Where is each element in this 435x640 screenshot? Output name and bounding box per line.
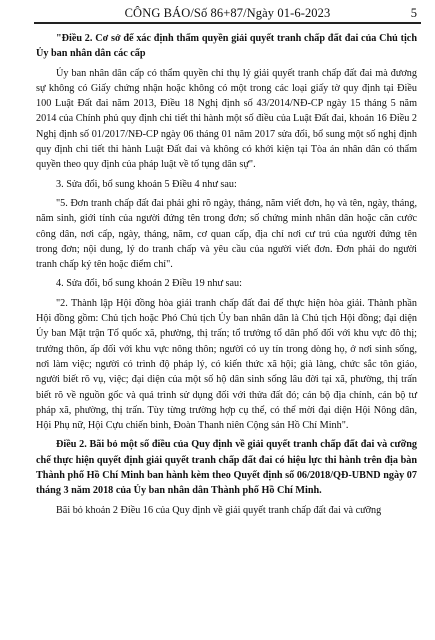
paragraph-text: "5. Đơn tranh chấp đất đai phải ghi rõ ngày, tháng, năm viết đơn, họ và tên, ngày, tháng, năm sinh, giới tính của người đứng tên trong đơn; số chứng minh nhân dân hoặc căn cước công dân, nơi cấp, ngày, tháng, năm, cơ quan cấp, địa chỉ nơi cư trú của người đứng tên trong đơn; nội dung, lý do tranh chấp và yêu cầu của người viết đơn. Đơn phải do người tranh chấp ký tên hoặc điểm chỉ".: [36, 197, 417, 271]
document-body: [36, 31, 417, 522]
header-divider: [34, 22, 421, 24]
paragraph: [36, 503, 417, 518]
paragraph-bold: "Điều 2. Cơ sở để xác định thẩm quyền giải quyết tranh chấp đất đai của Chủ tịch Ủy ban nhân dân các cấp: [36, 33, 417, 60]
paragraph-text: 3. Sửa đổi, bổ sung khoản 5 Điều 4 như sau:: [56, 178, 237, 190]
article-2-repeal-heading: [36, 437, 417, 498]
gazette-title: CÔNG BÁO/Số 86+87/Ngày 01-6-2023: [124, 6, 331, 20]
paragraph-bold: Điều 2. Bãi bỏ một số điều của Quy định về giải quyết tranh chấp đất đai và cưỡng chế thực hiện quyết định giải quyết tranh chấp đất đai có hiệu lực thi hành trên địa bàn Thành phố Hồ Chí Minh ban hành kèm theo Quyết định số 06/2018/QĐ-UBND ngày 07 tháng 3 năm 2018 của Ủy ban nhân dân Thành phố Hồ Chí Minh.: [36, 439, 417, 497]
page-header: [34, 4, 421, 24]
article-2-heading: [36, 31, 417, 62]
paragraph-text: Ủy ban nhân dân cấp có thẩm quyền chỉ thụ lý giải quyết tranh chấp đất đai mà đương sự không có Giấy chứng nhận hoặc không có một trong các loại giấy tờ quy định tại Điều 100 Luật Đất đai năm 2013, Điều 18 Nghị định số 43/2014/NĐ-CP ngày 15 tháng 5 năm 2014 của Chính phủ quy định chi tiết thi hành một số điều của Luật Đất đai, khoản 16 Điều 2 Nghị định số 01/2017/NĐ-CP ngày 06 tháng 01 năm 2017 sửa đổi, bổ sung một số nghị định quy định chi tiết thi hành Luật Đất đai và không có khởi kiện tại Tòa án nhân dân có thẩm quyền theo quy định của pháp luật về tố tụng dân sự".: [36, 67, 417, 171]
paragraph: [36, 196, 417, 272]
paragraph-text: Bãi bỏ khoản 2 Điều 16 của Quy định về giải quyết tranh chấp đất đai và cưỡng: [56, 504, 382, 516]
paragraph: [36, 296, 417, 434]
paragraph: [36, 276, 417, 291]
paragraph-text: 4. Sửa đổi, bổ sung khoản 2 Điều 19 như sau:: [56, 278, 242, 290]
paragraph: [36, 177, 417, 192]
paragraph-text: "2. Thành lập Hội đồng hòa giải tranh chấp đất đai để thực hiện hòa giải. Thành phần Hội đồng gồm: Chủ tịch hoặc Phó Chủ tịch Ủy ban nhân dân là Chủ tịch Hội đồng; đại diện Ủy ban Mặt trận Tổ quốc xã, phường, thị trấn; tổ trưởng tổ dân phố đối với khu vực đô thị; trưởng thôn, ấp đối với khu vực nông thôn; người có uy tín trong dòng họ, ở nơi sinh sống, nơi làm việc; người có trình độ pháp lý, có kiến thức xã hội; già làng, chức sắc tôn giáo, người biết rõ vụ, việc; đại diện của một số hộ dân sinh sống lâu đời tại xã, phường, thị trấn biết rõ về nguồn gốc và quá trình sử dụng đối với thửa đất đó; cán bộ địa chính, cán bộ tư pháp xã, phường, thị trấn. Tùy từng trường hợp cụ thể, có thể mời đại diện Hội Nông dân, Hội Phụ nữ, Hội Cựu chiến binh, Đoàn Thanh niên Cộng sản Hồ Chí Minh".: [36, 297, 417, 432]
page-number: 5: [410, 6, 417, 20]
paragraph: [36, 66, 417, 173]
